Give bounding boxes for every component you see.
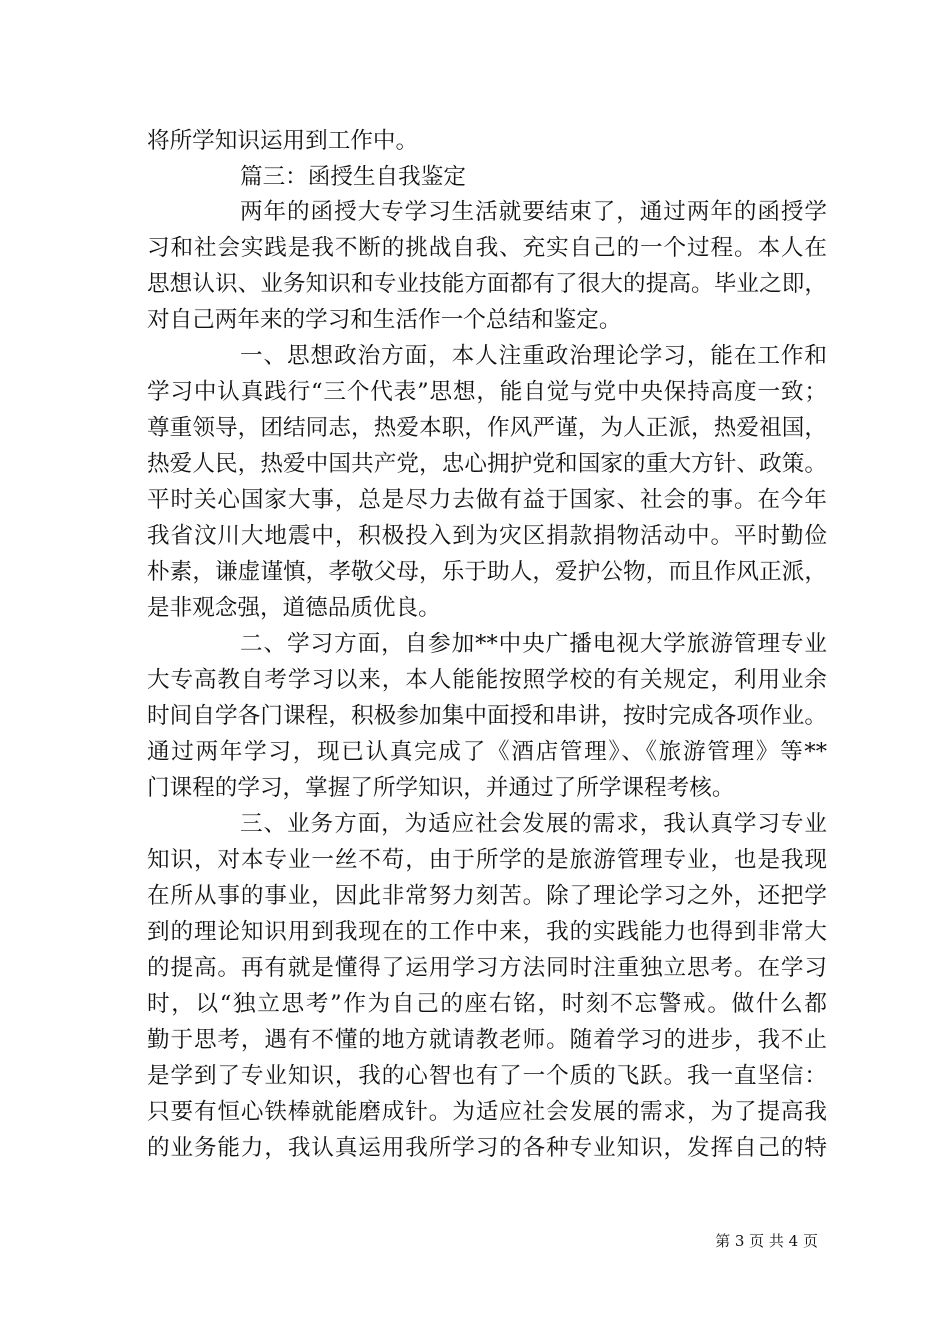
text-line: 是学到了专业知识，我的心智也有了一个质的飞跃。我一直坚信：	[147, 1063, 827, 1089]
text-line: 热爱人民，热爱中国共产党，忠心拥护党和国家的重大方针、政策。	[147, 451, 827, 477]
text-line: 知识，对本专业一丝不苟，由于所学的是旅游管理专业，也是我现	[147, 847, 827, 873]
text-line: 的业务能力，我认真运用我所学习的各种专业知识，发挥自己的特	[147, 1135, 827, 1161]
text-line: 对自己两年来的学习和生活作一个总结和鉴定。	[147, 307, 622, 333]
text-line: 勤于思考，遇有不懂的地方就请教老师。随着学习的进步，我不止	[147, 1027, 827, 1053]
text-line: 朴素，谦虚谨慎，孝敬父母，乐于助人，爱护公物，而且作风正派，	[147, 559, 827, 585]
text-line: 二、学习方面，自参加**中央广播电视大学旅游管理专业	[240, 631, 827, 657]
text-line: 门课程的学习，掌握了所学知识，并通过了所学课程考核。	[147, 775, 735, 801]
text-line: 的提高。再有就是懂得了运用学习方法同时注重独立思考。在学习	[147, 955, 827, 981]
section-heading: 篇三：函授生自我鉴定	[240, 164, 466, 190]
text-line: 通过两年学习，现已认真完成了《酒店管理》、《旅游管理》等**	[147, 739, 827, 765]
text-line: 是非观念强，道德品质优良。	[147, 595, 441, 621]
text-line: 时间自学各门课程，积极参加集中面授和串讲，按时完成各项作业。	[147, 703, 827, 729]
text-line: 在所从事的事业，因此非常努力刻苦。除了理论学习之外，还把学	[147, 883, 827, 909]
text-line: 三、业务方面，为适应社会发展的需求，我认真学习专业	[240, 811, 827, 837]
text-line: 两年的函授大专学习生活就要结束了，通过两年的函授学	[240, 199, 827, 225]
text-line: 平时关心国家大事，总是尽力去做有益于国家、社会的事。在今年	[147, 487, 827, 513]
text-line: 时，以“独立思考”作为自己的座右铭，时刻不忘警戒。做什么都	[147, 991, 827, 1017]
text-line: 只要有恒心铁棒就能磨成针。为适应社会发展的需求，为了提高我	[147, 1099, 827, 1125]
text-line: 学习中认真践行“三个代表”思想，能自觉与党中央保持高度一致；	[147, 379, 827, 405]
text-line: 习和社会实践是我不断的挑战自我、充实自己的一个过程。本人在	[147, 235, 827, 261]
text-line: 我省汶川大地震中，积极投入到为灾区捐款捐物活动中。平时勤俭	[147, 523, 827, 549]
text-line: 到的理论知识用到我现在的工作中来，我的实践能力也得到非常大	[147, 919, 827, 945]
page-number-footer: 第 3 页 共 4 页	[715, 1232, 818, 1250]
text-line: 一、思想政治方面，本人注重政治理论学习，能在工作和	[240, 343, 827, 369]
text-line: 尊重领导，团结同志，热爱本职，作风严谨，为人正派，热爱祖国，	[147, 415, 827, 441]
text-line: 将所学知识运用到工作中。	[147, 128, 419, 154]
text-line: 思想认识、业务知识和专业技能方面都有了很大的提高。毕业之即，	[147, 271, 827, 297]
text-line: 大专高教自考学习以来，本人能能按照学校的有关规定，利用业余	[147, 667, 827, 693]
